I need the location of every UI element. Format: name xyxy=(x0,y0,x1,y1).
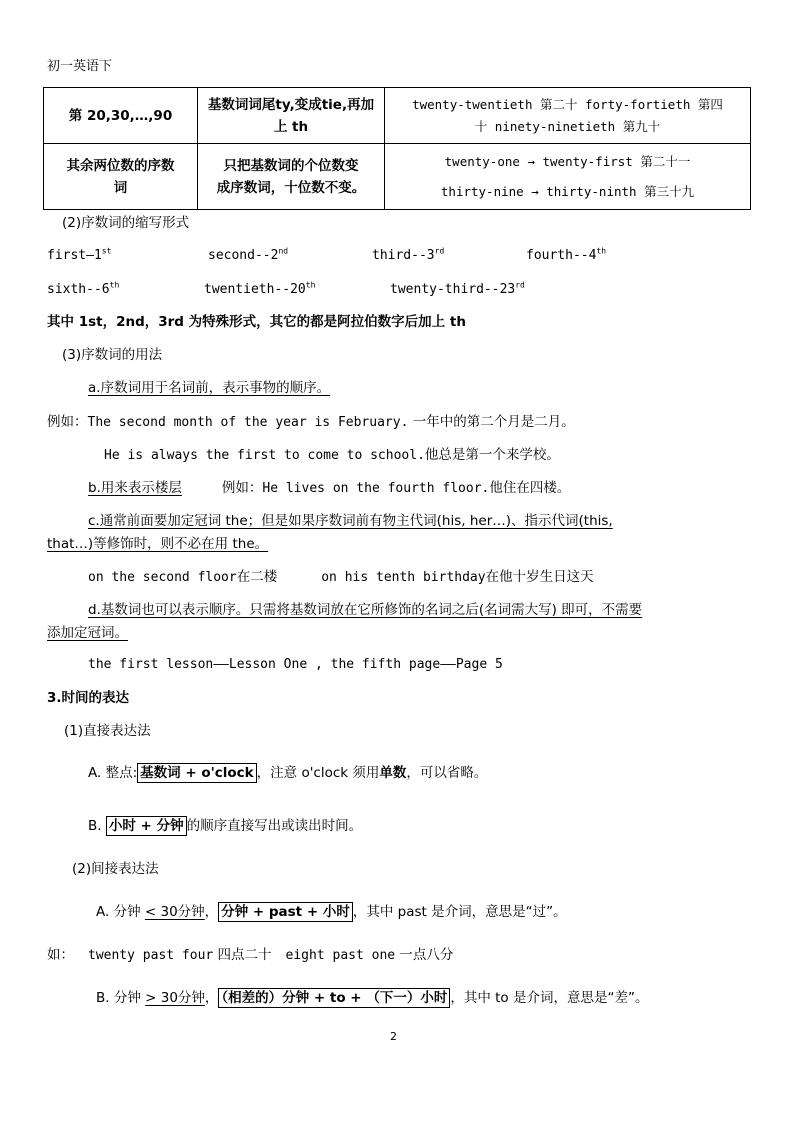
table-cell: 第 20,30,…,90 xyxy=(44,88,198,144)
formula-box: 基数词 + o'clock xyxy=(137,763,257,783)
abbr-item: twentieth--20th xyxy=(204,280,316,297)
page-header: 初一英语下 xyxy=(47,59,113,74)
usage-example: 例如：The second month of the year is February. 一年中的第二个月是二月。 xyxy=(47,414,575,430)
usage-a: a.序数词用于名词前，表示事物的顺序。 xyxy=(88,380,331,396)
abbr-item: first—1st xyxy=(47,246,112,263)
usage-d: d.基数词也可以表示顺序。只需将基数词放在它所修饰的名词之后(名词需大写) 即可，不需要 xyxy=(88,602,643,618)
formula-box: （相差的）分钟 + to + （下一）小时 xyxy=(218,988,450,1008)
direct-heading: (1)直接表达法 xyxy=(64,723,151,739)
table-cell: 基数词词尾ty,变成tie,再加上 th xyxy=(198,88,385,144)
page-number: 2 xyxy=(390,1030,397,1043)
usage-c: that…)等修饰时，则不必在用 the。 xyxy=(47,536,269,552)
table-row xyxy=(44,88,751,144)
table-cell: twenty-one → twenty-first 第二十一 thirty-nine → thirty-ninth 第三十九 xyxy=(385,144,751,210)
table-cell: 只把基数词的个位数变 成序数词，十位数不变。 xyxy=(198,144,385,210)
abbr-heading: (2)序数词的缩写形式 xyxy=(62,215,190,231)
direct-a: A. 整点: 基数词 + o'clock ，注意 o'clock 须用单数，可以省略。 xyxy=(88,765,488,781)
indirect-example: 如： twenty past four 四点二十 eight past one 一点八分 xyxy=(47,947,454,963)
table-cell: twenty-twentieth 第二十 forty-fortieth 第四 十 ninety-ninetieth 第九十 xyxy=(385,88,751,144)
formula-box: 小时 + 分钟 xyxy=(106,816,187,836)
formula-box: 分钟 + past + 小时 xyxy=(218,902,353,922)
abbr-item: third--3rd xyxy=(372,246,445,263)
abbr-item: fourth--4th xyxy=(526,246,607,263)
direct-b: B. 小时 + 分钟 的顺序直接写出或读出时间。 xyxy=(88,818,363,834)
abbr-item: sixth--6th xyxy=(47,280,120,297)
usage-c: c.通常前面要加定冠词 the；但是如果序数词前有物主代词(his, her…)、指示代词(this, xyxy=(88,513,613,529)
table-cell: 其余两位数的序数 词 xyxy=(44,144,198,210)
indirect-b: B. 分钟 > 30分钟， （相差的）分钟 + to + （下一）小时 ，其中 to 是介词，意思是“差”。 xyxy=(96,990,649,1006)
indirect-heading: (2)间接表达法 xyxy=(72,861,159,877)
abbr-item: twenty-third--23rd xyxy=(390,280,525,297)
abbr-note: 其中 1st，2nd，3rd 为特殊形式，其它的都是阿拉伯数字后加上 th xyxy=(47,314,466,330)
usage-example: He is always the first to come to school.他总是第一个来学校。 xyxy=(104,447,560,463)
usage-heading: (3)序数词的用法 xyxy=(62,347,163,363)
usage-example: the first lesson——Lesson One , the fifth page——Page 5 xyxy=(88,657,503,672)
indirect-a: A. 分钟 < 30分钟， 分钟 + past + 小时 ，其中 past 是介词，意思是“过”。 xyxy=(96,904,567,920)
table-row xyxy=(44,144,751,210)
abbr-item: second--2nd xyxy=(208,246,289,263)
usage-example: on the second floor在二楼 on his tenth birthday在他十岁生日这天 xyxy=(88,569,594,585)
time-heading: 3.时间的表达 xyxy=(47,690,130,706)
ordinal-rules-table xyxy=(43,87,751,210)
usage-d: 添加定冠词。 xyxy=(47,625,128,641)
usage-b: b.用来表示楼层 例如：He lives on the fourth floor.他住在四楼。 xyxy=(88,480,571,496)
